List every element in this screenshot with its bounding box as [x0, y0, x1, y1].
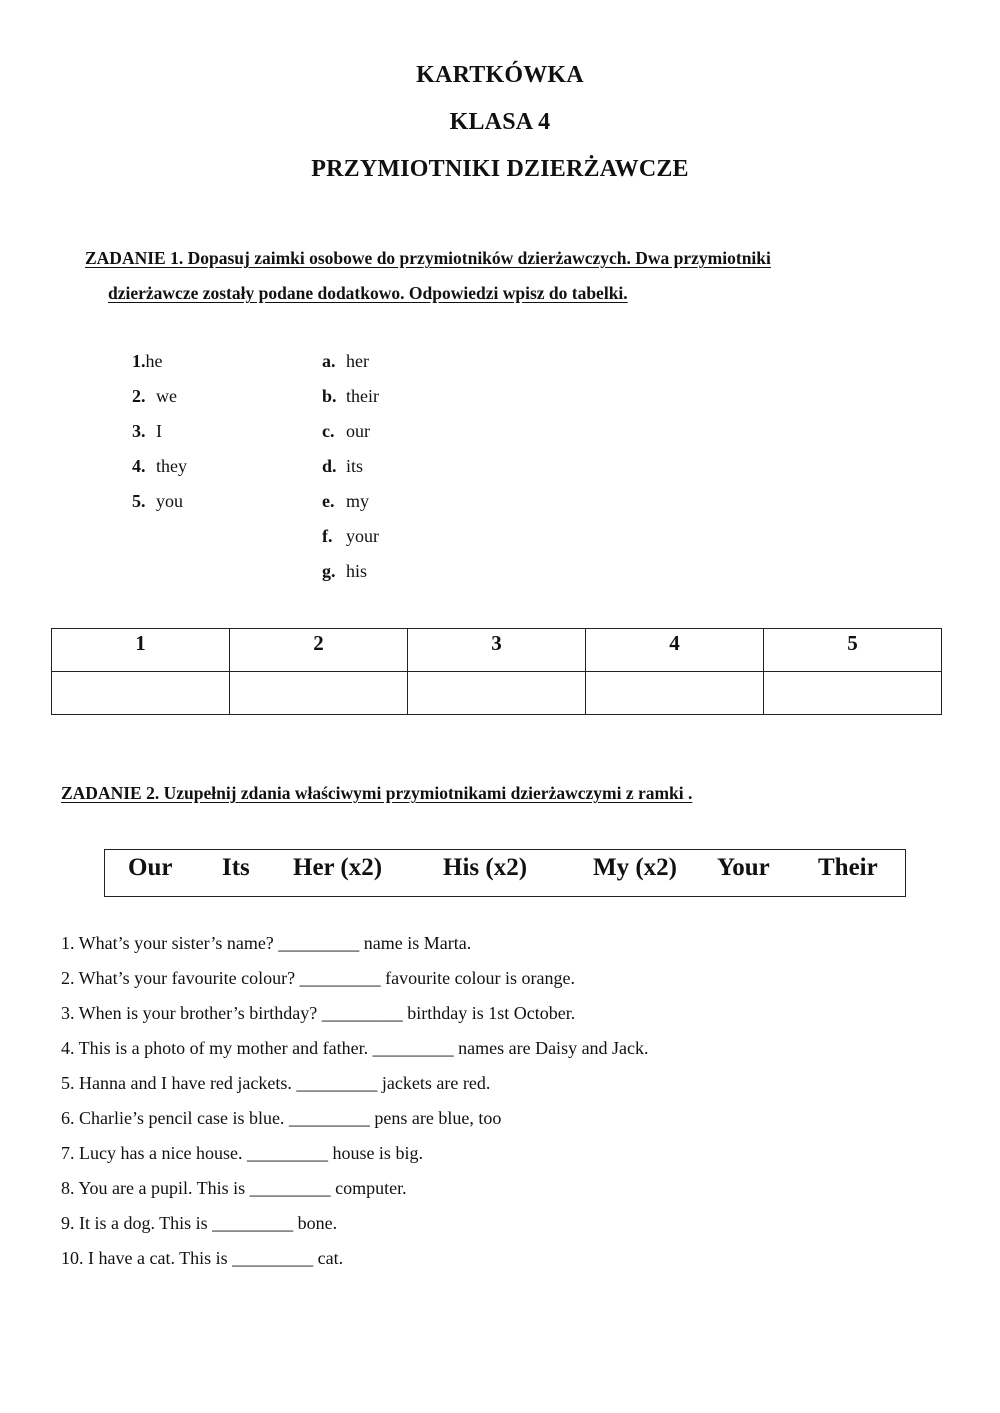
adjective-item	[322, 386, 379, 407]
adjective-letter: a.	[322, 351, 336, 371]
pronoun-text: he	[145, 351, 163, 371]
adjective-letter: g.	[322, 561, 336, 581]
sentence-item: 2. What’s your favourite colour? _________ favourite colour is orange.	[61, 968, 576, 988]
answer-table-answer-row	[52, 672, 942, 715]
answer-table-header-cell: 1	[52, 629, 230, 672]
sentence-item: 3. When is your brother’s birthday? _________ birthday is 1st October.	[61, 1003, 576, 1023]
sentence-item: 7. Lucy has a nice house. _________ house is big.	[61, 1143, 423, 1163]
task1-heading-line1: ZADANIE 1. Dopasuj zaimki osobowe do przymiotników dzierżawczych. Dwa przymiotniki	[85, 248, 771, 268]
pronoun-text: I	[156, 421, 162, 441]
sentence-item: 9. It is a dog. This is _________ bone.	[61, 1213, 338, 1233]
answer-table-header-cell: 3	[408, 629, 586, 672]
pronoun-text: they	[156, 456, 187, 476]
word-bank-item: Its	[222, 854, 250, 881]
adjective-text: its	[346, 456, 364, 476]
pronoun-item	[132, 491, 183, 512]
answer-table-header-cell: 2	[230, 629, 408, 672]
adjective-item	[322, 561, 367, 582]
word-bank-item: My (x2)	[593, 854, 677, 881]
word-bank-item: Our	[128, 854, 173, 881]
adjective-letter: e.	[322, 491, 335, 511]
pronoun-text: you	[156, 491, 183, 511]
adjective-item	[322, 526, 379, 547]
sentence-item: 5. Hanna and I have red jackets. _________ jackets are red.	[61, 1073, 491, 1093]
sentence-item: 1. What’s your sister’s name? _________ name is Marta.	[61, 933, 472, 953]
page-title: KARTKÓWKA	[416, 62, 584, 88]
adjective-text: our	[346, 421, 370, 441]
adjective-text: your	[346, 526, 379, 546]
pronoun-item	[132, 386, 177, 407]
answer-cell-4[interactable]	[586, 672, 764, 715]
pronoun-number: 5.	[132, 491, 146, 511]
answer-cell-5[interactable]	[764, 672, 942, 715]
pronoun-number: 4.	[132, 456, 146, 476]
pronoun-text: we	[156, 386, 177, 406]
answer-table	[51, 628, 942, 715]
adjective-text: his	[346, 561, 368, 581]
adjective-item	[322, 491, 369, 512]
topic-title: PRZYMIOTNIKI DZIERŻAWCZE	[311, 156, 689, 182]
sentence-item: 10. I have a cat. This is _________ cat.	[61, 1248, 344, 1268]
word-bank-box	[104, 849, 906, 897]
word-bank-item: Her (x2)	[293, 854, 383, 881]
adjective-letter: c.	[322, 421, 335, 441]
adjective-text: her	[346, 351, 369, 371]
sentence-item: 8. You are a pupil. This is _________ computer.	[61, 1178, 407, 1198]
pronoun-item	[132, 351, 163, 372]
adjective-letter: d.	[322, 456, 337, 476]
adjective-item	[322, 456, 363, 477]
pronoun-number: 2.	[132, 386, 146, 406]
word-bank-item: Your	[717, 854, 770, 881]
answer-table-header-row	[52, 629, 942, 672]
task2-heading: ZADANIE 2. Uzupełnij zdania właściwymi przymiotnikami dzierżawczymi z ramki .	[61, 783, 693, 803]
word-bank-item: Their	[818, 854, 878, 881]
pronoun-item	[132, 456, 187, 477]
answer-cell-1[interactable]	[52, 672, 230, 715]
adjective-text: my	[346, 491, 370, 511]
answer-table-header-cell: 4	[586, 629, 764, 672]
pronoun-number: 1.	[132, 351, 146, 371]
answer-cell-3[interactable]	[408, 672, 586, 715]
adjective-letter: b.	[322, 386, 337, 406]
adjective-item	[322, 421, 370, 442]
sentence-item: 4. This is a photo of my mother and father. _________ names are Daisy and Jack.	[61, 1038, 649, 1058]
answer-cell-2[interactable]	[230, 672, 408, 715]
word-bank-item: His (x2)	[443, 854, 528, 881]
adjective-item	[322, 351, 369, 372]
pronoun-item	[132, 421, 162, 442]
task1-heading-line2: dzierżawcze zostały podane dodatkowo. Odpowiedzi wpisz do tabelki.	[108, 283, 628, 303]
pronoun-number: 3.	[132, 421, 146, 441]
answer-table-header-cell: 5	[764, 629, 942, 672]
class-label: KLASA 4	[449, 109, 551, 135]
sentence-item: 6. Charlie’s pencil case is blue. _________ pens are blue, too	[61, 1108, 502, 1128]
adjective-text: their	[346, 386, 379, 406]
adjective-letter: f.	[322, 526, 333, 546]
